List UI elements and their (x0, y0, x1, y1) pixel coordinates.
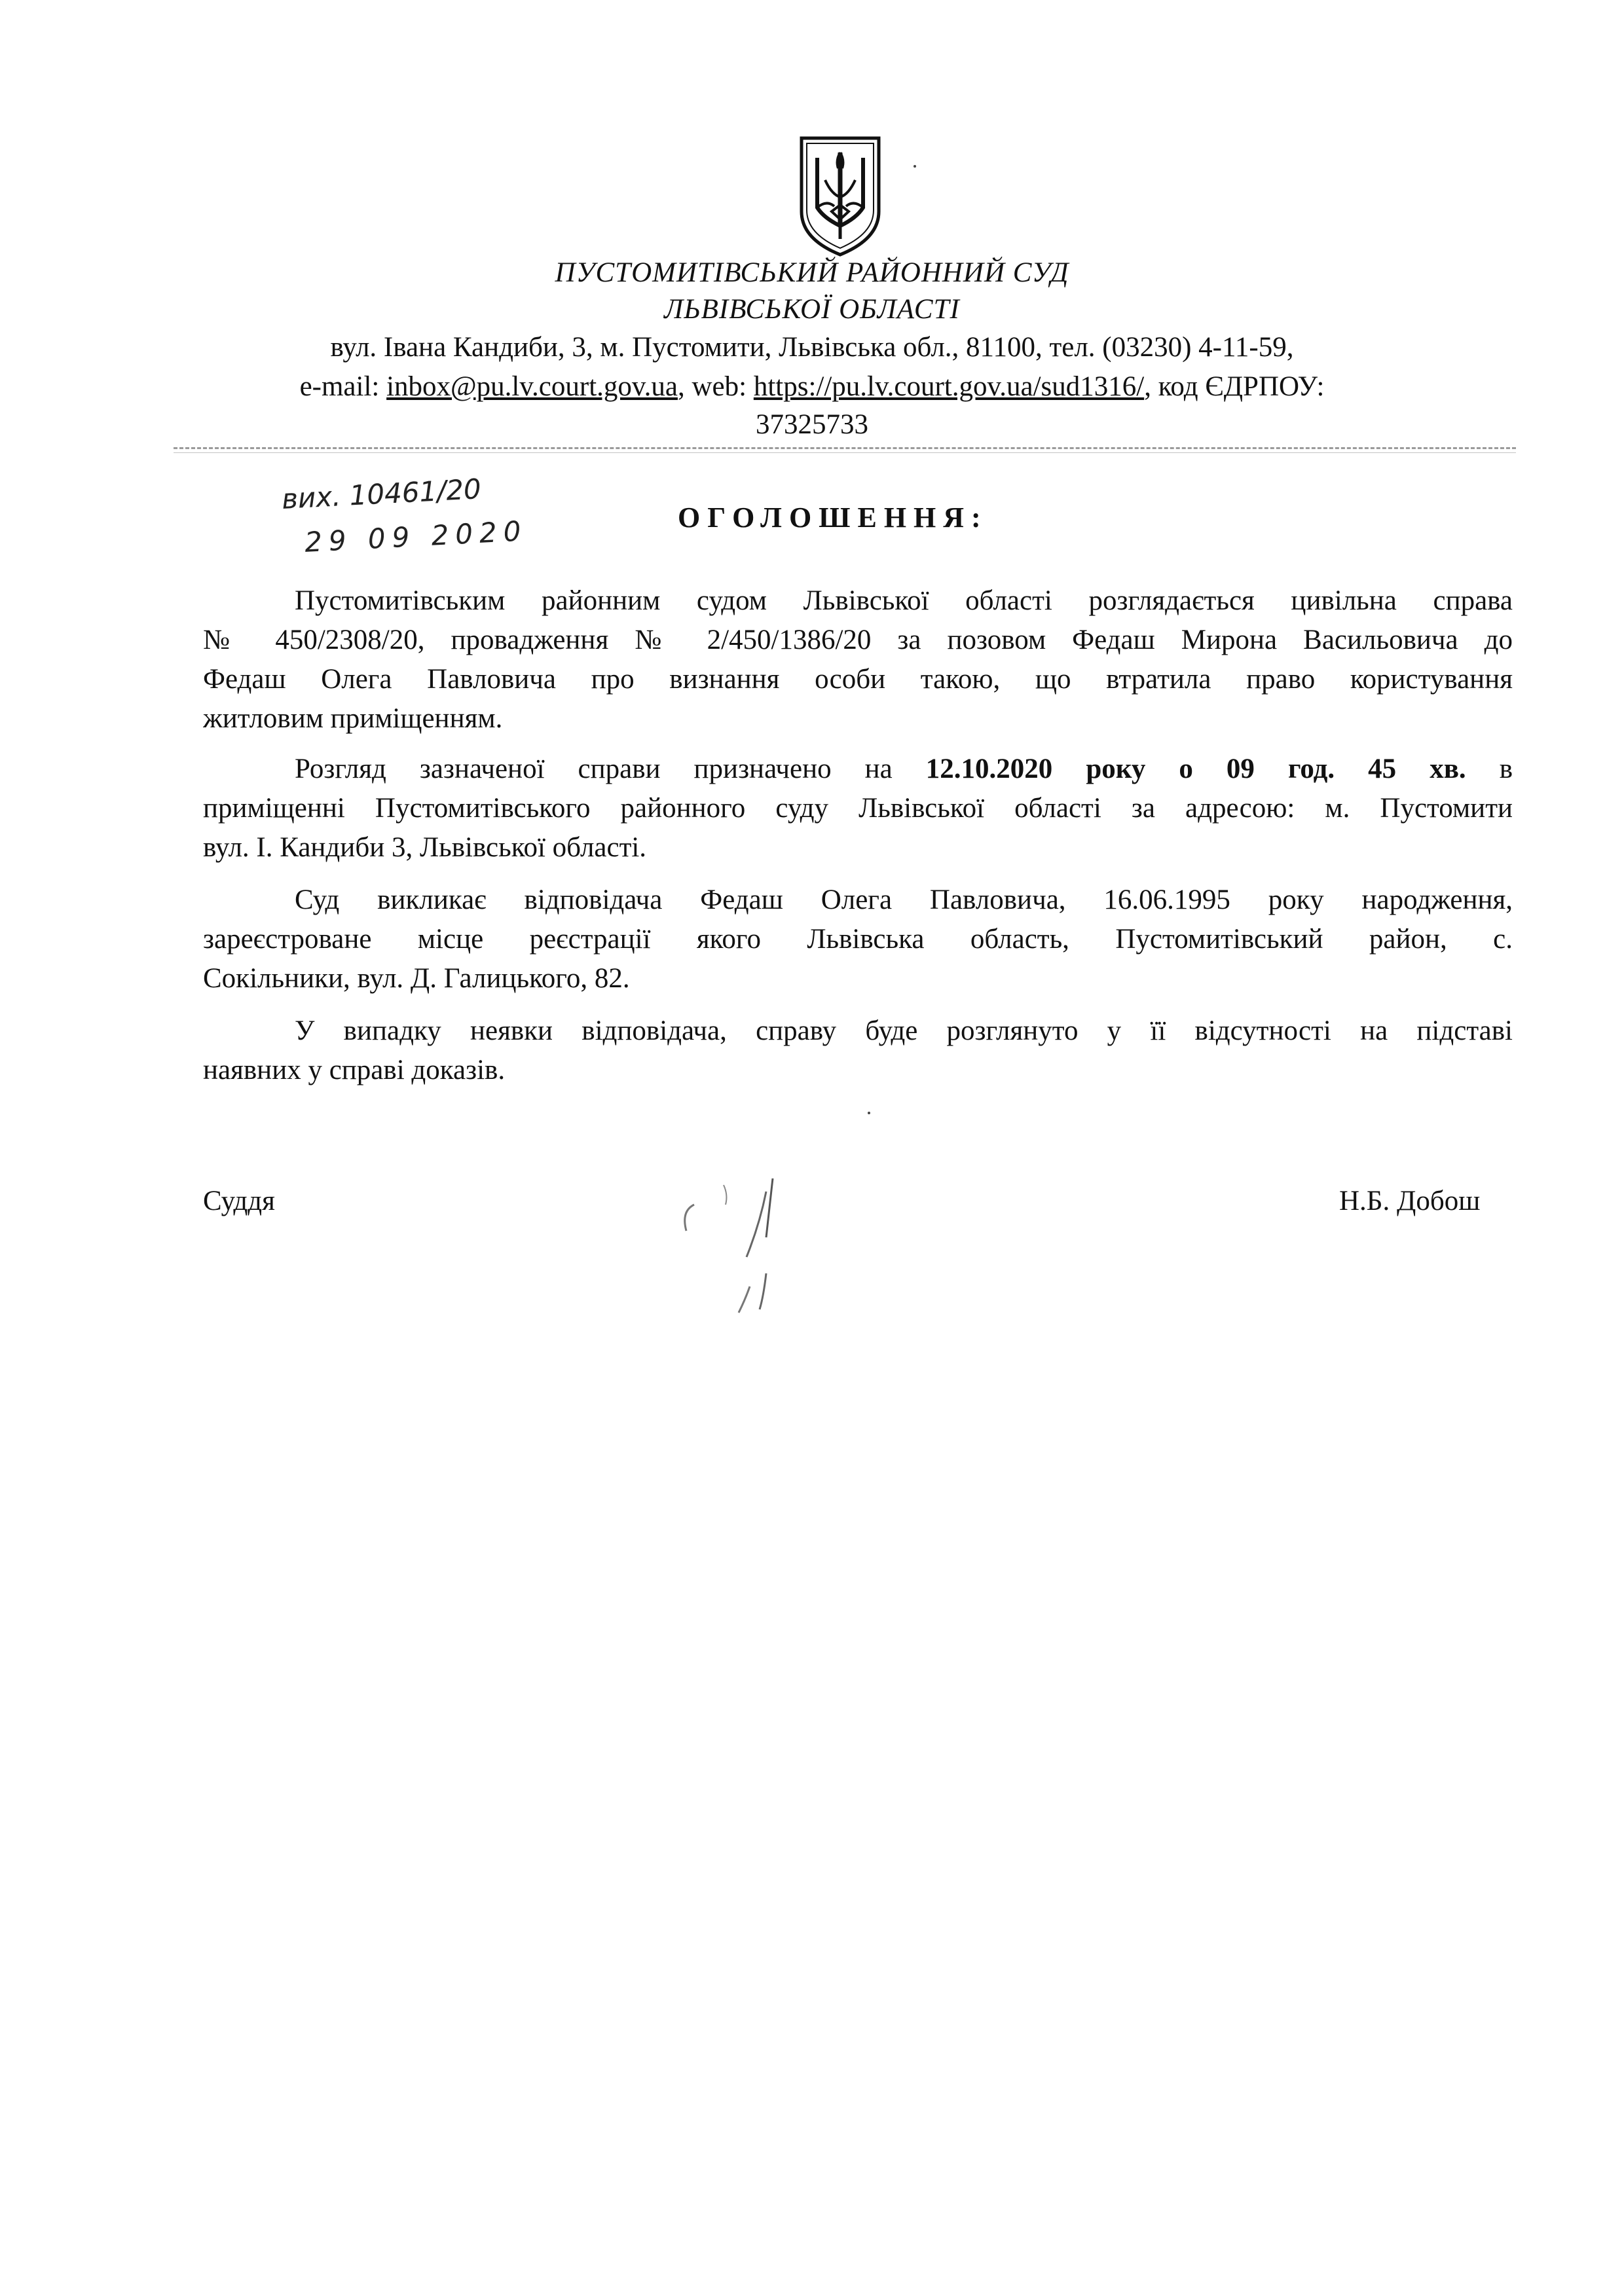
paragraph-defendant-summons (203, 881, 1513, 998)
scan-speck (868, 1112, 870, 1114)
text-line: Суд викликає відповідача Федаш Олега Павловича, 16.06.1995 року народження, (295, 884, 1513, 915)
outgoing-number-handwritten: вих. 10461/20 (280, 473, 482, 515)
web-prefix: , web: (677, 371, 754, 402)
text-line: Сокільники, вул. Д. Галицького, 82. (203, 963, 630, 994)
email-link[interactable]: inbox@pu.lv.court.gov.ua (386, 371, 678, 402)
paragraph-hearing-date (203, 750, 1513, 867)
text-line: Федаш Олега Павловича про визнання особи такою, що втратила право користування (203, 664, 1513, 695)
court-name-line-1: ПУСТОМИТІВСЬКИЙ РАЙОННИЙ СУД (555, 257, 1069, 288)
email-prefix: e-mail: (299, 371, 387, 402)
hearing-intro: Розгляд зазначеної справи призначено на (295, 754, 926, 784)
scan-speck (913, 165, 916, 168)
text-line: житловим приміщенням. (203, 703, 503, 734)
text-line: У випадку неявки відповідача, справу буде розглянуто у її відсутності на підставі (295, 1015, 1513, 1046)
paragraph-absence-notice (203, 1011, 1513, 1090)
court-name-line-2: ЛЬВІВСЬКОЇ ОБЛАСТІ (664, 294, 960, 325)
coat-of-arms-icon (798, 134, 883, 259)
outgoing-date-handwritten: 29 09 2020 (303, 515, 528, 558)
text-line: зареєстроване місце реєстрації якого Львівська область, Пустомитівський район, с. (203, 924, 1513, 955)
court-contacts (0, 371, 1624, 403)
text-line: наявних у справі доказів. (203, 1055, 506, 1085)
judge-name: Н.Б. Добош (1339, 1186, 1481, 1216)
judge-label: Суддя (203, 1186, 275, 1216)
text-line: № 450/2308/20, провадження № 2/450/1386/20 за позовом Федаш Мирона Васильовича до (203, 625, 1513, 655)
document-title: ОГОЛОШЕННЯ: (678, 501, 988, 534)
text-line: приміщенні Пустомитівського районного суду Львівської області за адресою: м. Пустомити (203, 793, 1513, 824)
paragraph-case-description (203, 581, 1513, 738)
hearing-datetime: 12.10.2020 року о 09 год. 45 хв. (925, 754, 1466, 784)
text-line: Пустомитівським районним судом Львівської області розглядається цивільна справа (295, 585, 1513, 616)
web-link[interactable]: https://pu.lv.court.gov.ua/sud1316/ (753, 371, 1145, 402)
edrpou-prefix: , код ЄДРПОУ: (1144, 371, 1325, 402)
court-address: вул. Івана Кандиби, 3, м. Пустомити, Львівська обл., 81100, тел. (03230) 4-11-59, (330, 332, 1294, 363)
header-divider-thin (174, 452, 1516, 453)
hearing-tail: в (1466, 754, 1513, 784)
edrpou-code: 37325733 (756, 409, 868, 440)
handwritten-signature (668, 1159, 864, 1336)
header-divider (174, 447, 1516, 449)
text-line: вул. І. Кандиби 3, Львівської області. (203, 832, 647, 863)
text-line (203, 750, 1513, 789)
